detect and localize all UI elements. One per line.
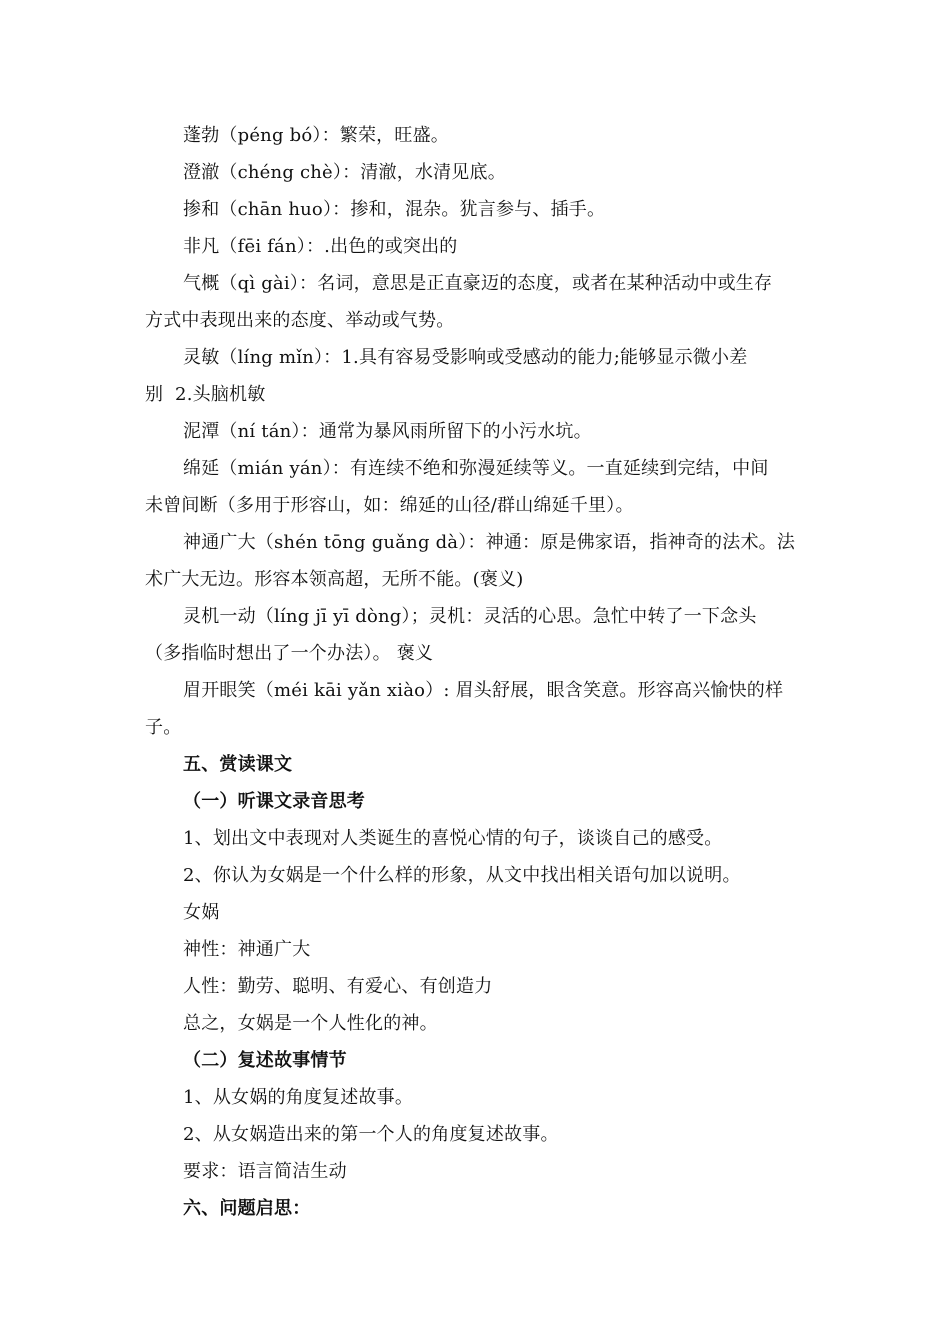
retell-1: 1、从女娲的角度复述故事。: [183, 1087, 414, 1108]
vocab-penbo: 蓬勃（péng bó）：繁荣，旺盛。: [183, 125, 449, 146]
document-body: [145, 117, 805, 1227]
requirement-line: 要求：语言简洁生动: [183, 1161, 347, 1182]
vocab-shentong-line2: 术广大无边。形容本领高超，无所不能。(褒义): [145, 569, 524, 590]
shenxing-line: 神性：神通广大: [183, 939, 311, 960]
section-5-heading: 五、赏读课文: [183, 754, 293, 775]
vocab-chengche: 澄澈（chéng chè）：清澈，水清见底。: [183, 162, 506, 183]
vocab-lingmin-line1: 灵敏（líng mǐn）：1.具有容易受影响或受感动的能力;能够显示微小差: [183, 347, 748, 368]
vocab-mianyan-line2: 未曾间断（多用于形容山，如：绵延的山径/群山绵延千里）。: [145, 495, 634, 516]
question-2: 2、你认为女娲是一个什么样的形象，从文中找出相关语句加以说明。: [183, 865, 741, 886]
nvwa-label: 女娲: [183, 902, 220, 923]
vocab-chanhuo: 掺和（chān huo）：掺和，混杂。犹言参与、插手。: [183, 199, 606, 220]
vocab-nitan: 泥潭（ní tán）：通常为暴风雨所留下的小污水坑。: [183, 421, 592, 442]
section-5-sub-1: （一）听课文录音思考: [183, 791, 365, 812]
vocab-qigai-line1: 气概（qì gài）：名词，意思是正直豪迈的态度，或者在某种活动中或生存: [183, 273, 773, 294]
vocab-meikai-line2: 子。: [145, 717, 182, 738]
retell-2: 2、从女娲造出来的第一个人的角度复述故事。: [183, 1124, 559, 1145]
vocab-mianyan-line1: 绵延（mián yán）：有连续不绝和弥漫延续等义。一直延续到完结，中间: [183, 458, 769, 479]
section-6-heading: 六、问题启思：: [183, 1198, 311, 1219]
vocab-lingji-line1: 灵机一动（líng jī yī dòng）；灵机：灵活的心思。急忙中转了一下念头: [183, 606, 757, 627]
vocab-lingmin-line2: 别 2.头脑机敏: [145, 384, 266, 405]
summary-line: 总之，女娲是一个人性化的神。: [183, 1013, 438, 1034]
vocab-qigai-line2: 方式中表现出来的态度、举动或气势。: [145, 310, 455, 331]
vocab-feifan: 非凡（fēi fán）：.出色的或突出的: [183, 236, 458, 257]
vocab-lingji-line2: （多指临时想出了一个办法）。 褒义: [145, 643, 434, 664]
vocab-shentong-line1: 神通广大（shén tōng guǎng dà）：神通：原是佛家语，指神奇的法术。法: [183, 532, 796, 553]
section-5-sub-2: （二）复述故事情节: [183, 1050, 347, 1071]
renxing-line: 人性：勤劳、聪明、有爱心、有创造力: [183, 976, 493, 997]
vocab-meikai-line1: 眉开眼笑（méi kāi yǎn xiào）: 眉头舒展，眼含笑意。形容高兴愉快的样: [183, 680, 784, 701]
question-1: 1、划出文中表现对人类诞生的喜悦心情的句子，谈谈自己的感受。: [183, 828, 723, 849]
